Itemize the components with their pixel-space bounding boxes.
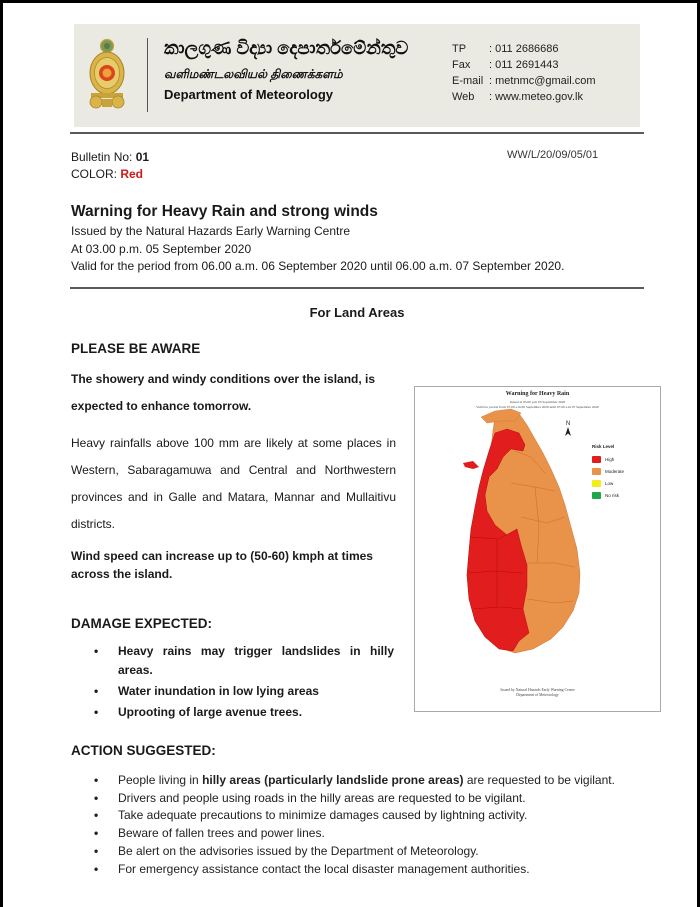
legend-label: Low bbox=[605, 480, 614, 486]
legend-label: No risk bbox=[605, 492, 620, 498]
jaffna-peninsula bbox=[481, 409, 521, 423]
bulletin-number-label: Bulletin No: bbox=[71, 150, 136, 164]
contact-value: : 011 2686686 bbox=[489, 43, 559, 55]
map-title: Warning for Heavy Rain bbox=[505, 391, 570, 397]
letterhead-divider bbox=[147, 38, 148, 112]
contact-phone bbox=[452, 41, 596, 57]
department-name-sinhala: කාලගුණ විද්‍යා දෙපාර්තමේන්තුව bbox=[164, 38, 409, 58]
bulletin-meta bbox=[71, 149, 149, 183]
risk-map bbox=[414, 386, 661, 712]
map-footer-line: Issued by Natural Hazards Early Warning Centre bbox=[500, 688, 575, 692]
wind-paragraph: Wind speed can increase up to (50-60) kmph at times across the island. bbox=[71, 549, 373, 581]
contact-value[interactable]: : metnmc@gmail.com bbox=[489, 75, 596, 87]
damage-expected-heading: DAMAGE EXPECTED: bbox=[71, 616, 213, 631]
action-item: • For emergency assistance contact the local disaster management authorities. bbox=[94, 861, 641, 879]
contact-label: Web bbox=[452, 91, 475, 103]
action-item: • Beware of fallen trees and power lines. bbox=[94, 825, 641, 843]
damage-item: • Heavy rains may trigger landslides in hilly areas. bbox=[94, 642, 394, 680]
department-name-tamil: வளிமண்டலவியல் திணைக்களம் bbox=[164, 67, 343, 81]
contact-web bbox=[452, 89, 596, 105]
legend-item-moderate bbox=[592, 465, 624, 477]
action-item bbox=[94, 772, 641, 790]
bulletin-color-label: COLOR: bbox=[71, 167, 121, 181]
contact-value: : 011 2691443 bbox=[489, 59, 559, 71]
legend-swatch-no-risk bbox=[592, 492, 601, 499]
bulletin-page bbox=[3, 3, 697, 907]
bulletin-number-line bbox=[71, 149, 149, 166]
contact-info bbox=[452, 41, 596, 105]
sri-lanka-map bbox=[415, 387, 660, 711]
rainfall-paragraph: Heavy rainfalls above 100 mm are likely at some places in Western, Sabaragamuwa and Central and Northwestern provinces and in Galle and Matara, Mannar and Mullaitivu districts. bbox=[71, 436, 396, 531]
damage-item: • Uprooting of large avenue trees. bbox=[94, 703, 394, 722]
bulletin-color-value: Red bbox=[120, 167, 144, 181]
map-legend bbox=[592, 444, 624, 501]
legend-swatch-low bbox=[592, 480, 601, 487]
map-issued: Issued at 03.00 p.m 05 September 2020 bbox=[509, 400, 566, 404]
legend-title: Risk Level bbox=[592, 444, 615, 449]
north-label: N bbox=[565, 421, 571, 427]
contact-email bbox=[452, 73, 596, 89]
warning-title: Warning for Heavy Rain and strong winds bbox=[71, 203, 378, 220]
department-name-english: Department of Meteorology bbox=[164, 87, 334, 102]
action-item-emphasis: hilly areas (particularly landslide prone areas) bbox=[202, 773, 464, 787]
legend-swatch-moderate bbox=[592, 468, 601, 475]
contact-label: Fax bbox=[452, 59, 471, 71]
letterhead bbox=[74, 24, 640, 127]
action-list bbox=[94, 772, 641, 878]
issued-at: At 03.00 p.m. 05 September 2020 bbox=[71, 241, 252, 256]
legend-label: Moderate bbox=[605, 468, 625, 474]
please-be-aware-heading: PLEASE BE AWARE bbox=[71, 341, 201, 356]
section-rule bbox=[70, 287, 644, 289]
aware-line-2: expected to enhance tomorrow. bbox=[71, 399, 252, 413]
legend-item-high bbox=[592, 453, 624, 465]
damage-item: • Water inundation in low lying areas bbox=[94, 682, 394, 701]
action-item: • Drivers and people using roads in the hilly areas are requested to be vigilant. bbox=[94, 790, 641, 808]
map-footer-line: Department of Meteorology bbox=[516, 693, 559, 697]
header-rule bbox=[70, 132, 644, 134]
map-valid: Valid for period from 07.00 a.m 06 September 2020 until 07.00 a.m 07 September 2020 bbox=[476, 405, 599, 409]
mannar-island bbox=[463, 461, 479, 469]
contact-value[interactable]: : www.meteo.gov.lk bbox=[489, 91, 583, 103]
action-item: • Take adequate precautions to minimize damages caused by lightning activity. bbox=[94, 807, 641, 825]
section-heading: For Land Areas bbox=[309, 305, 405, 320]
action-item: • Be alert on the advisories issued by the Department of Meteorology. bbox=[94, 843, 641, 861]
action-item-text: People living in bbox=[118, 773, 203, 787]
contact-label: E-mail bbox=[452, 75, 484, 87]
damage-list bbox=[94, 642, 394, 724]
sri-lanka-emblem-icon bbox=[88, 37, 126, 111]
legend-item-no-risk bbox=[592, 489, 624, 501]
validity-period: Valid for the period from 06.00 a.m. 06 September 2020 until 06.00 a.m. 07 September 2020. bbox=[71, 259, 565, 273]
map-footer bbox=[415, 688, 660, 698]
action-suggested-heading: ACTION SUGGESTED: bbox=[71, 743, 216, 758]
bulletin-reference: WW/L/20/09/05/01 bbox=[507, 149, 599, 161]
contact-fax bbox=[452, 57, 596, 73]
legend-swatch-high bbox=[592, 456, 601, 463]
contact-label: TP bbox=[452, 43, 467, 55]
warning-issue-info bbox=[71, 223, 564, 276]
bulletin-color-line bbox=[71, 166, 149, 183]
issued-by: Issued by the Natural Hazards Early Warning Centre bbox=[71, 224, 351, 238]
aware-line-1: The showery and windy conditions over the island, is bbox=[71, 372, 376, 386]
legend-label: High bbox=[605, 456, 615, 462]
bulletin-number: 01 bbox=[135, 150, 150, 164]
legend-item-low bbox=[592, 477, 624, 489]
action-item-text: are requested to be vigilant. bbox=[463, 773, 615, 787]
